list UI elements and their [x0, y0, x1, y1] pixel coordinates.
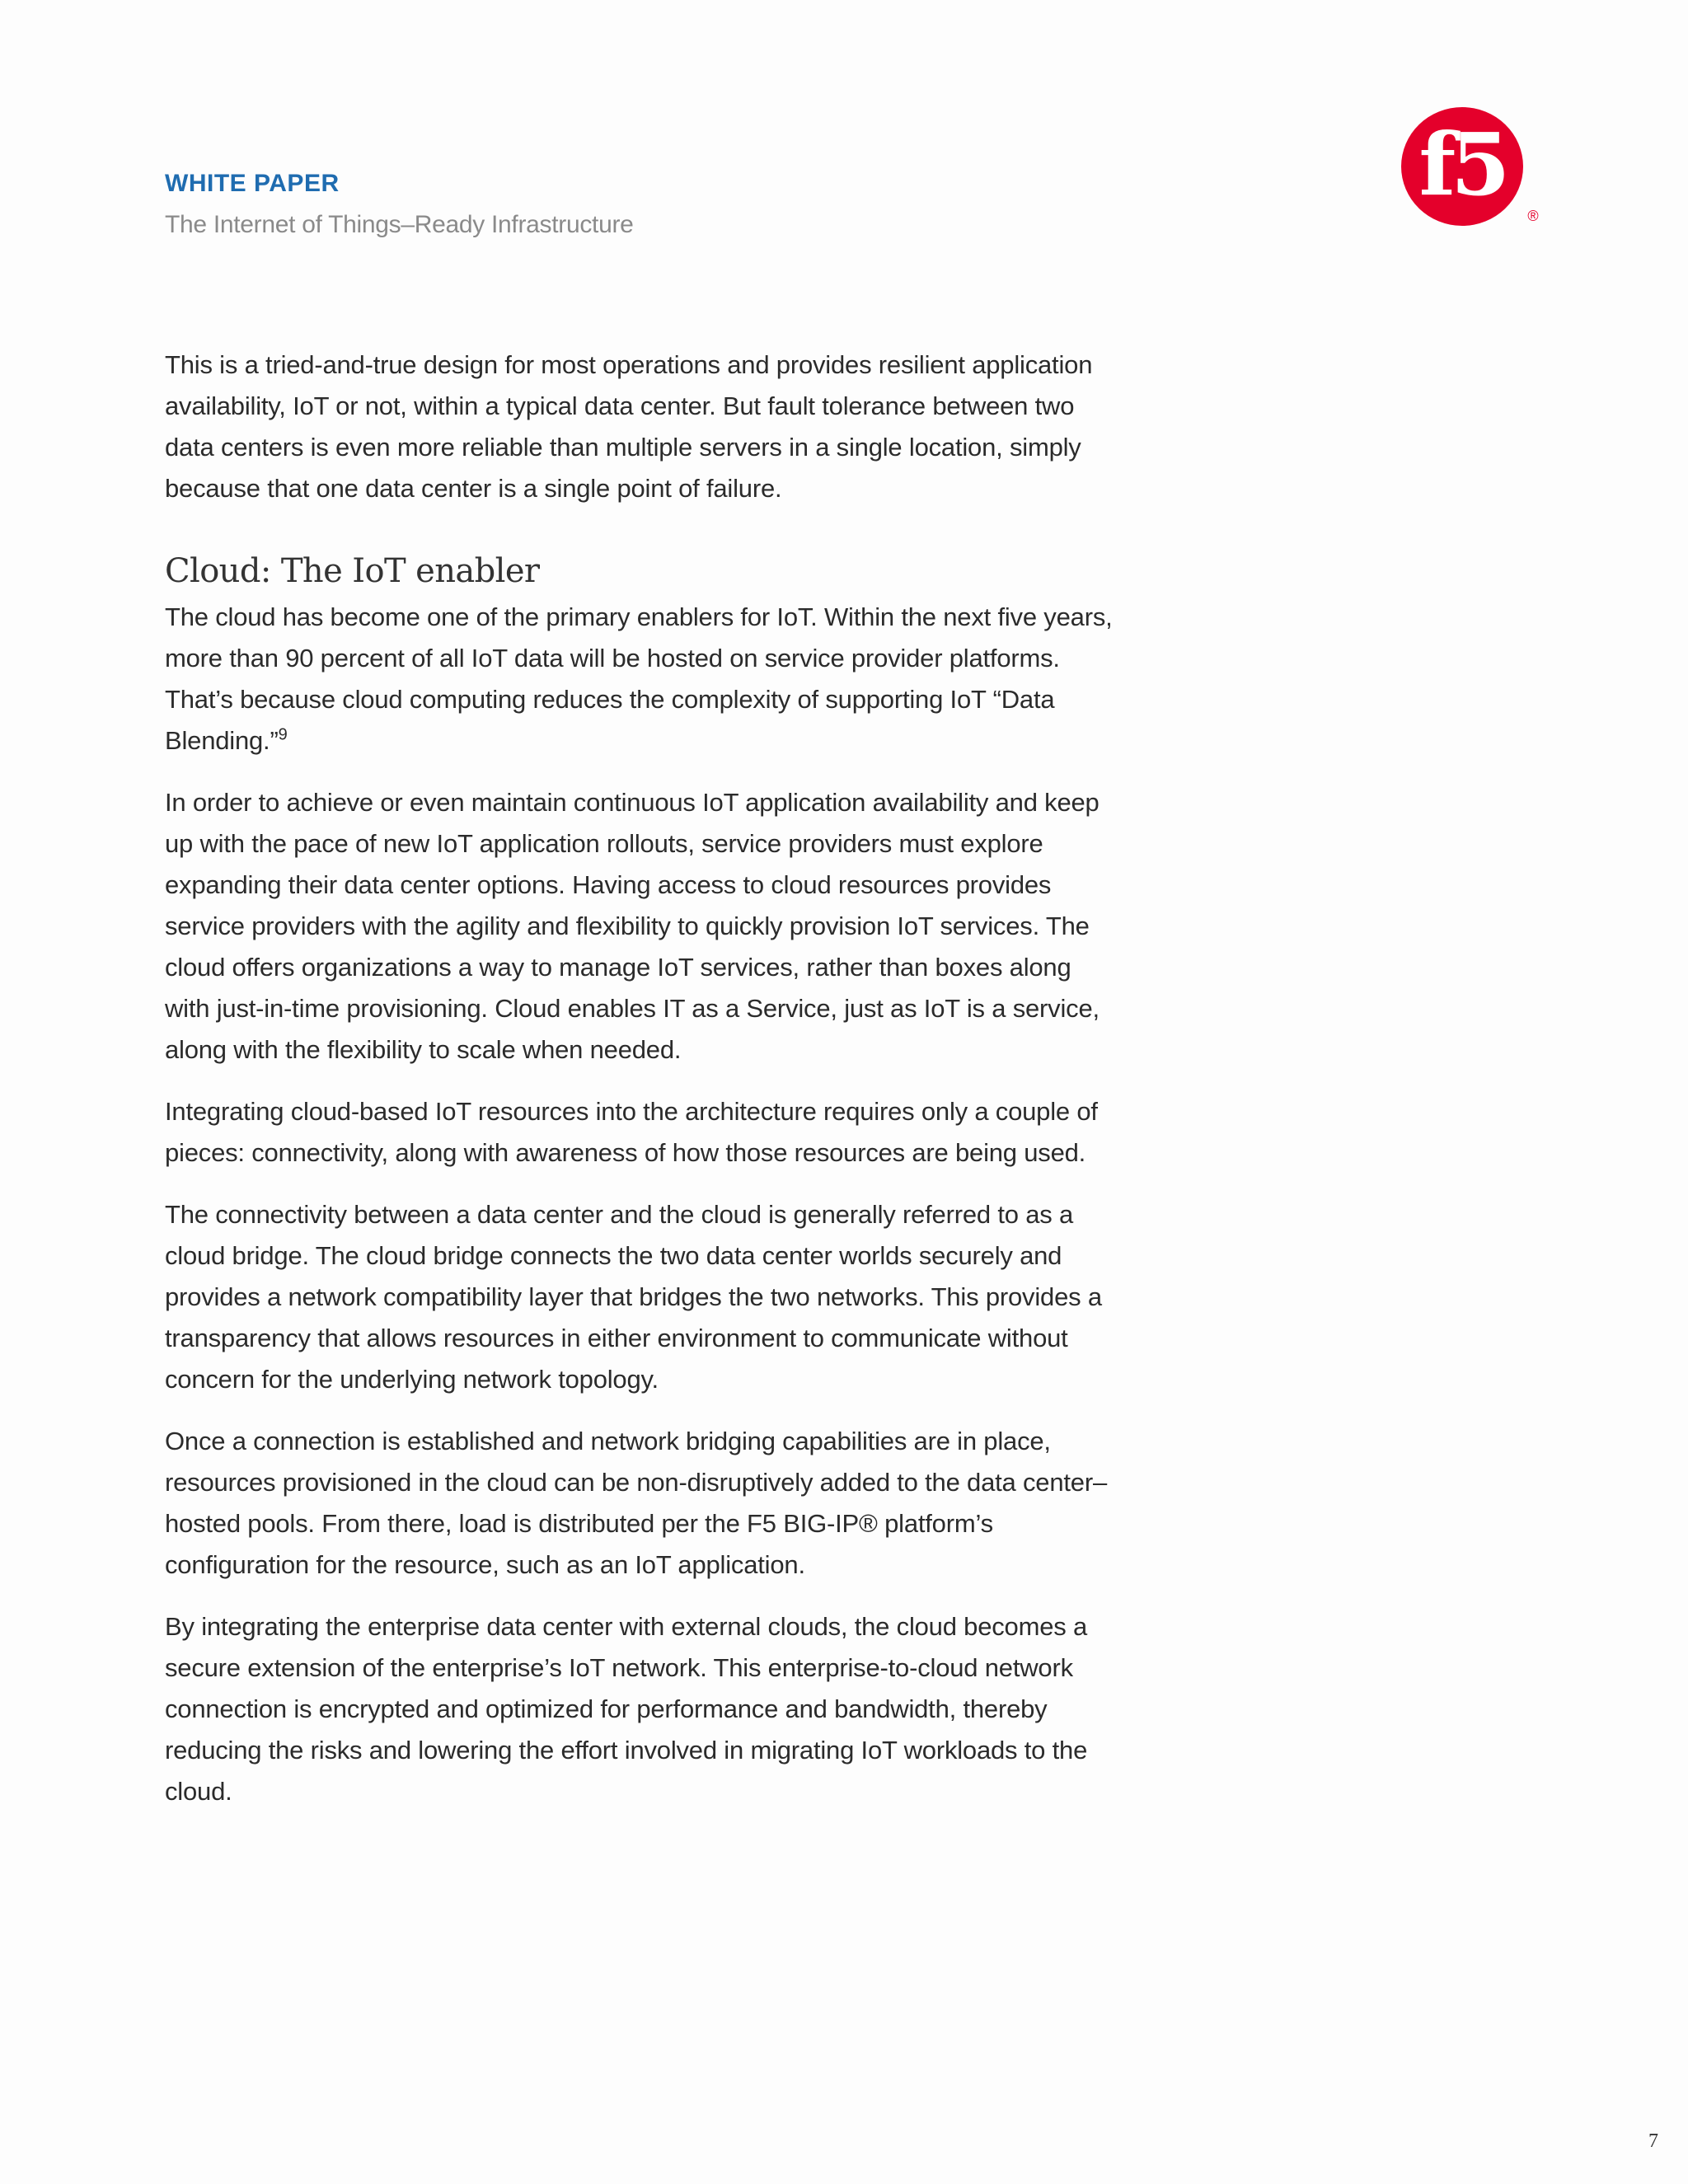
- logo-registered-mark: ®: [1527, 208, 1539, 224]
- section-paragraph-3: Integrating cloud-based IoT resources into the architecture requires only a couple of pieces: connectivity, along with awareness of how those resources are being used.: [165, 1097, 1098, 1167]
- section-paragraph-5: Once a connection is established and network bridging capabilities are in place, resources provisioned in the cloud can be non-disruptively added to the data center–hosted pools. From there, load is distributed per the F5 BIG-IP® platform’s configuration for the resource, such as an IoT application.: [165, 1427, 1107, 1579]
- f5-logo: [1396, 102, 1545, 234]
- section-paragraph-4: The connectivity between a data center and the cloud is generally referred to as a cloud bridge. The cloud bridge connects the two data center worlds securely and provides a network compatibility layer that bridges the two networks. This provides a transparency that allows resources in either environment to communicate without concern for the underlying network topology.: [165, 1200, 1102, 1394]
- section-paragraph-1: [165, 597, 1121, 762]
- intro-paragraph: This is a tried-and-true design for most operations and provides resilient application availability, IoT or not, within a typical data center. But fault tolerance between two data centers is even more reliable than multiple servers in a single location, simply because that one data center is a single point of failure.: [165, 350, 1093, 503]
- logo-lettering: f5: [1418, 114, 1506, 215]
- page-number: 7: [1648, 2130, 1658, 2152]
- document-title: The Internet of Things–Ready Infrastructure: [165, 211, 634, 238]
- section-paragraph-2: In order to achieve or even maintain continuous IoT application availability and keep up with the pace of new IoT application rollouts, service providers must explore expanding their data center options. Having access to cloud resources provides service providers with the agility and flexibility to quickly provision IoT services. The cloud offers organizations a way to manage IoT services, rather than boxes along with just-in-time provisioning. Cloud enables IT as a Service, just as IoT is a service, along with the flexibility to scale when needed.: [165, 788, 1100, 1064]
- section-paragraph-1-text: The cloud has become one of the primary enablers for IoT. Within the next five years, more than 90 percent of all IoT data will be hosted on service provider platforms. That’s because cloud computing reduces the complexity of supporting IoT “Data Blending.”: [165, 602, 1113, 755]
- section-heading: Cloud: The IoT enabler: [165, 552, 540, 590]
- document-type-label: WHITE PAPER: [165, 170, 340, 197]
- footnote-reference: 9: [278, 725, 288, 744]
- body-content: [165, 344, 1121, 1833]
- section-paragraph-6: By integrating the enterprise data center with external clouds, the cloud becomes a secure extension of the enterprise’s IoT network. This enterprise-to-cloud network connection is encrypted and optimized for performance and bandwidth, thereby reducing the risks and lowering the effort involved in migrating IoT workloads to the cloud.: [165, 1612, 1088, 1806]
